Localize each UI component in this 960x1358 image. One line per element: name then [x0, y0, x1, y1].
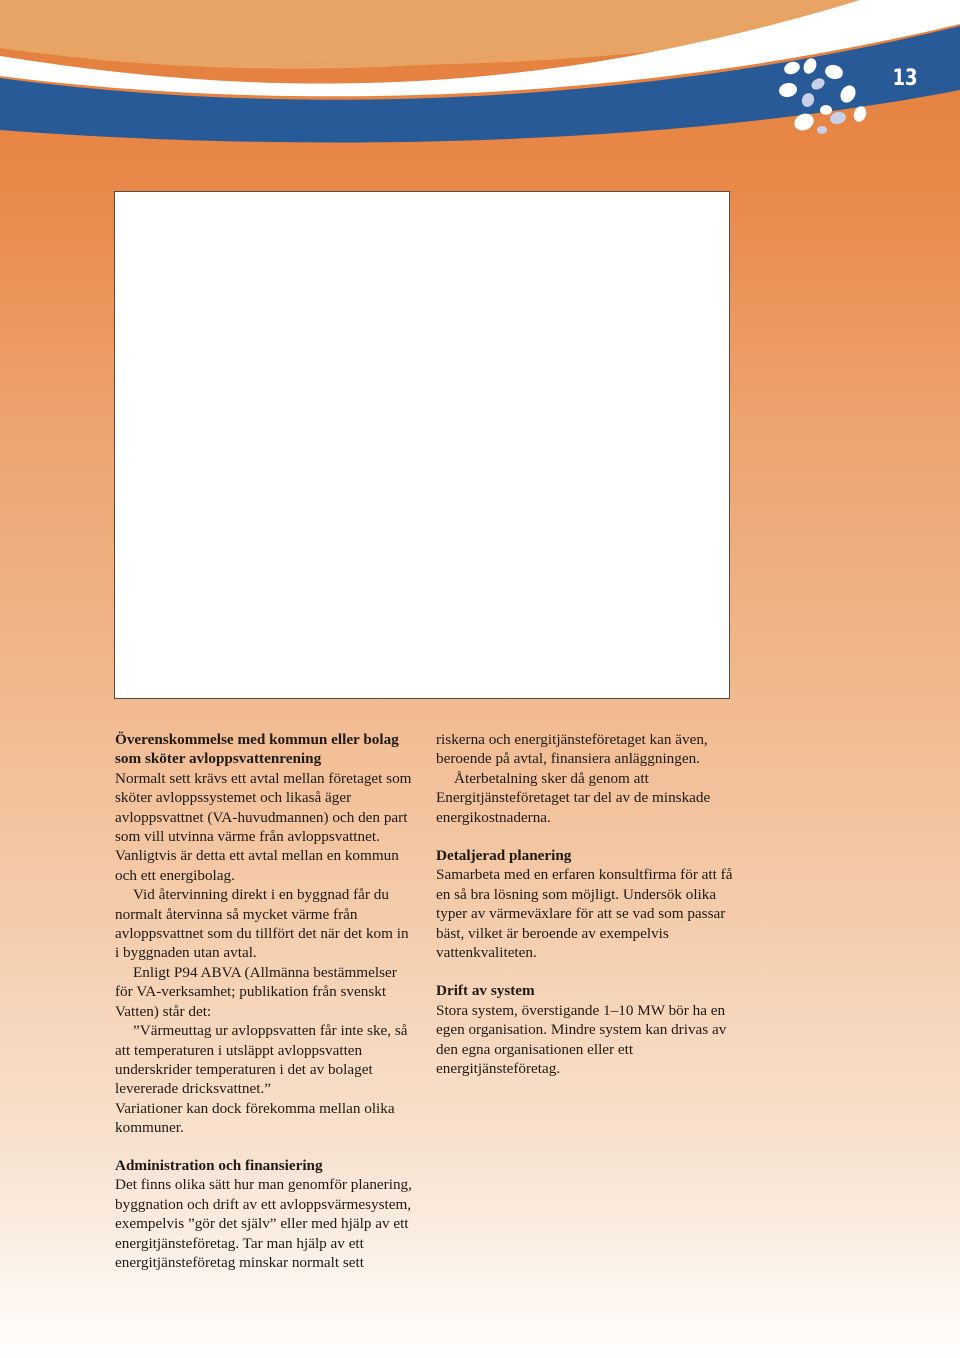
heading-detailed-planning: Detaljerad planering	[436, 847, 572, 865]
heading-administration: Administration och finansiering	[115, 1157, 323, 1174]
heading-agreement: Överenskommelse med kommun eller bolag som sköter avloppsvattenrening	[115, 731, 399, 768]
paragraph-continuation: riskerna och energitjänsteföretaget kan även, beroende på avtal, finansiera anläggningen.	[436, 731, 708, 768]
left-column-bottom	[115, 1156, 415, 1272]
page-number: 13	[892, 66, 918, 91]
paragraph-abva: Enligt P94 ABVA (Allmänna bestämmelser för VA-verksamhet; publikation från svenskt Vatten) står det:	[115, 963, 397, 1020]
quote-abva: ”Värmeuttag ur avloppsvatten får inte ske, så att temperaturen i utsläppt avloppsvatten underskrider temperaturen i det av bolaget levererade dricksvattnet.”	[115, 1022, 408, 1098]
paragraph-variations: Variationer kan dock förekomma mellan olika kommuner.	[115, 1099, 395, 1137]
photo-placeholder	[114, 191, 730, 699]
paragraph-detailed-planning: Samarbeta med en erfaren konsultfirma för att få en så bra lösning som möjligt. Undersök olika typer av värmeväxlare för att se vad som passar bäst, vilket är beroende av exempelvis vattenkvaliteten.	[436, 866, 733, 962]
paragraph-operation: Stora system, överstigande 1–10 MW bör ha en egen organisation. Mindre system kan drivas av den egna organisationen eller ett energitjänsteföretag.	[436, 1001, 727, 1078]
paragraph-repayment: Återbetalning sker då genom att Energitjänsteföretaget tar del av de minskade energikostnaderna.	[436, 769, 711, 826]
right-column	[436, 730, 736, 1079]
paragraph-administration: Det finns olika sätt hur man genomför planering, byggnation och drift av ett avloppsvärmesystem, exempelvis ”gör det själv” eller med hjälp av ett energitjänsteföretag. Tar man hjälp av ett energitjänsteföretag minskar normalt sett	[115, 1176, 412, 1272]
paragraph-recovery: Vid återvinning direkt i en byggnad får du normalt återvinna så mycket värme från avloppsvattnet som du tillfört det när det kom in i byggnaden utan avtal.	[115, 886, 409, 962]
dot-pattern-logo-icon	[778, 58, 870, 134]
paragraph-agreement: Normalt sett krävs ett avtal mellan företaget som sköter avloppssystemet och likaså äger avloppsvattnet (VA-huvudmannen) och den part som vill utvinna värme från avloppsvattnet. Vanligtvis är detta ett avtal mellan en kommun och ett energibolag.	[115, 769, 412, 884]
heading-operation: Drift av system	[436, 982, 535, 1000]
left-column	[115, 730, 415, 1138]
